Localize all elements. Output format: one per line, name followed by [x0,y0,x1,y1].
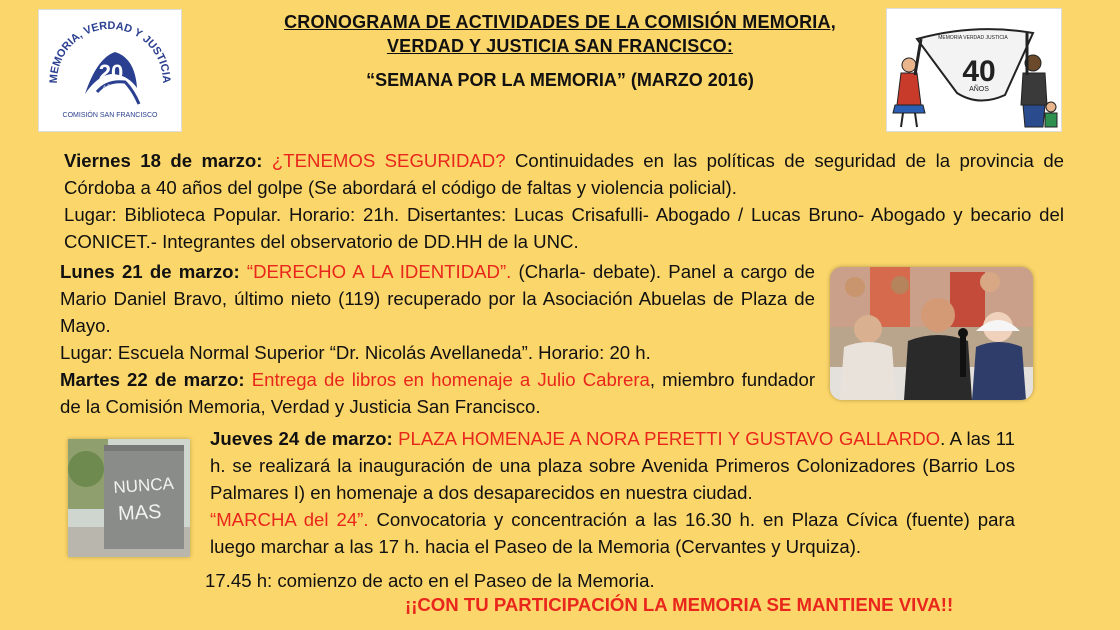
logo-years: AÑOS [102,86,120,92]
event-viernes [64,147,1064,255]
logo-number: 20 [98,60,124,85]
commission-logo [38,9,182,132]
event-jueves-desc: . A las 11 h. se realizará la inauguración de una plaza sobre Avenida Primeros Colonizadores (Barrio Los Palmares I) en homenaje a dos desaparecidos en nuestra ciudad. [210,428,1015,503]
wall-text-2: MAS [117,500,162,526]
wall-text-1: NUNCA [112,473,175,498]
title-line-1: CRONOGRAMA DE ACTIVIDADES DE LA COMISIÓN MEMORIA, [284,12,836,32]
banner-illustration [886,8,1062,132]
nunca-mas-photo [68,439,190,557]
closing-slogan: ¡¡CON TU PARTICIPACIÓN LA MEMORIA SE MANTIENE VIVA!! [405,594,954,615]
banner-text: MEMORIA VERDAD JUSTICIA [938,35,1008,41]
banner-sub: AÑOS [969,86,989,93]
event-lunes-place: Lugar: Escuela Normal Superior “Dr. Nicolás Avellaneda”. Horario: 20 h. [60,342,651,363]
event-viernes-place: Lugar: Biblioteca Popular. Horario: 21h. Disertantes: Lucas Crisafulli- Abogado / Lucas Bruno- Abogado y becario del CONICET.- Integrantes del observatorio de DD.HH de la UNC. [64,204,1064,252]
event-lunes-title: “DERECHO A LA IDENTIDAD”. [246,261,512,282]
subtitle: “SEMANA POR LA MEMORIA” (MARZO 2016) [366,70,754,90]
event-viernes-desc: Continuidades en las políticas de seguridad de la provincia de Córdoba a 40 años del golpe (Se abordará el código de faltas y violencia policial). [64,150,1064,198]
event-lunes [60,258,815,420]
crowd-photo [830,267,1033,400]
event-martes-title: Entrega de libros en homenaje a Julio Cabrera [251,369,650,390]
event-jueves-date: Jueves 24 de marzo: [210,428,393,449]
event-martes-desc: , miembro fundador de la Comisión Memoria, Verdad y Justicia San Francisco. [60,369,816,417]
event-jueves-title: PLAZA HOMENAJE A NORA PERETTI Y GUSTAVO GALLARDO [398,428,941,449]
event-martes [60,369,815,417]
event-march-desc: Convocatoria y concentración a las 16.30 h. en Plaza Cívica (fuente) para luego marchar a las 17 h. hacia el Paseo de la Memoria (Cervantes y Urquiza). [210,509,1015,557]
event-martes-date: Martes 22 de marzo: [60,369,245,390]
event-march-title: “MARCHA del 24”. [210,509,369,530]
event-viernes-date: Viernes 18 de marzo: [64,150,263,171]
logo-arc-text: MEMORIA, VERDAD Y JUSTICIA [47,19,173,84]
banner-number: 40 [962,55,996,88]
event-jueves [210,425,1015,560]
event-lunes-date: Lunes 21 de marzo: [60,261,240,282]
title-line-2: VERDAD Y JUSTICIA SAN FRANCISCO: [386,36,734,56]
event-lunes-desc: (Charla- debate). Panel a cargo de Mario Daniel Bravo, último nieto (119) recuperado por la Asociación Abuelas de Plaza de Mayo. [60,261,815,336]
event-jueves-march [210,506,1015,560]
header [200,10,920,91]
event-viernes-title: ¿TENEMOS SEGURIDAD? [271,150,506,171]
logo-bottom-text: COMISIÓN SAN FRANCISCO [62,112,158,119]
event-act: 17.45 h: comienzo de acto en el Paseo de la Memoria. [205,570,655,591]
